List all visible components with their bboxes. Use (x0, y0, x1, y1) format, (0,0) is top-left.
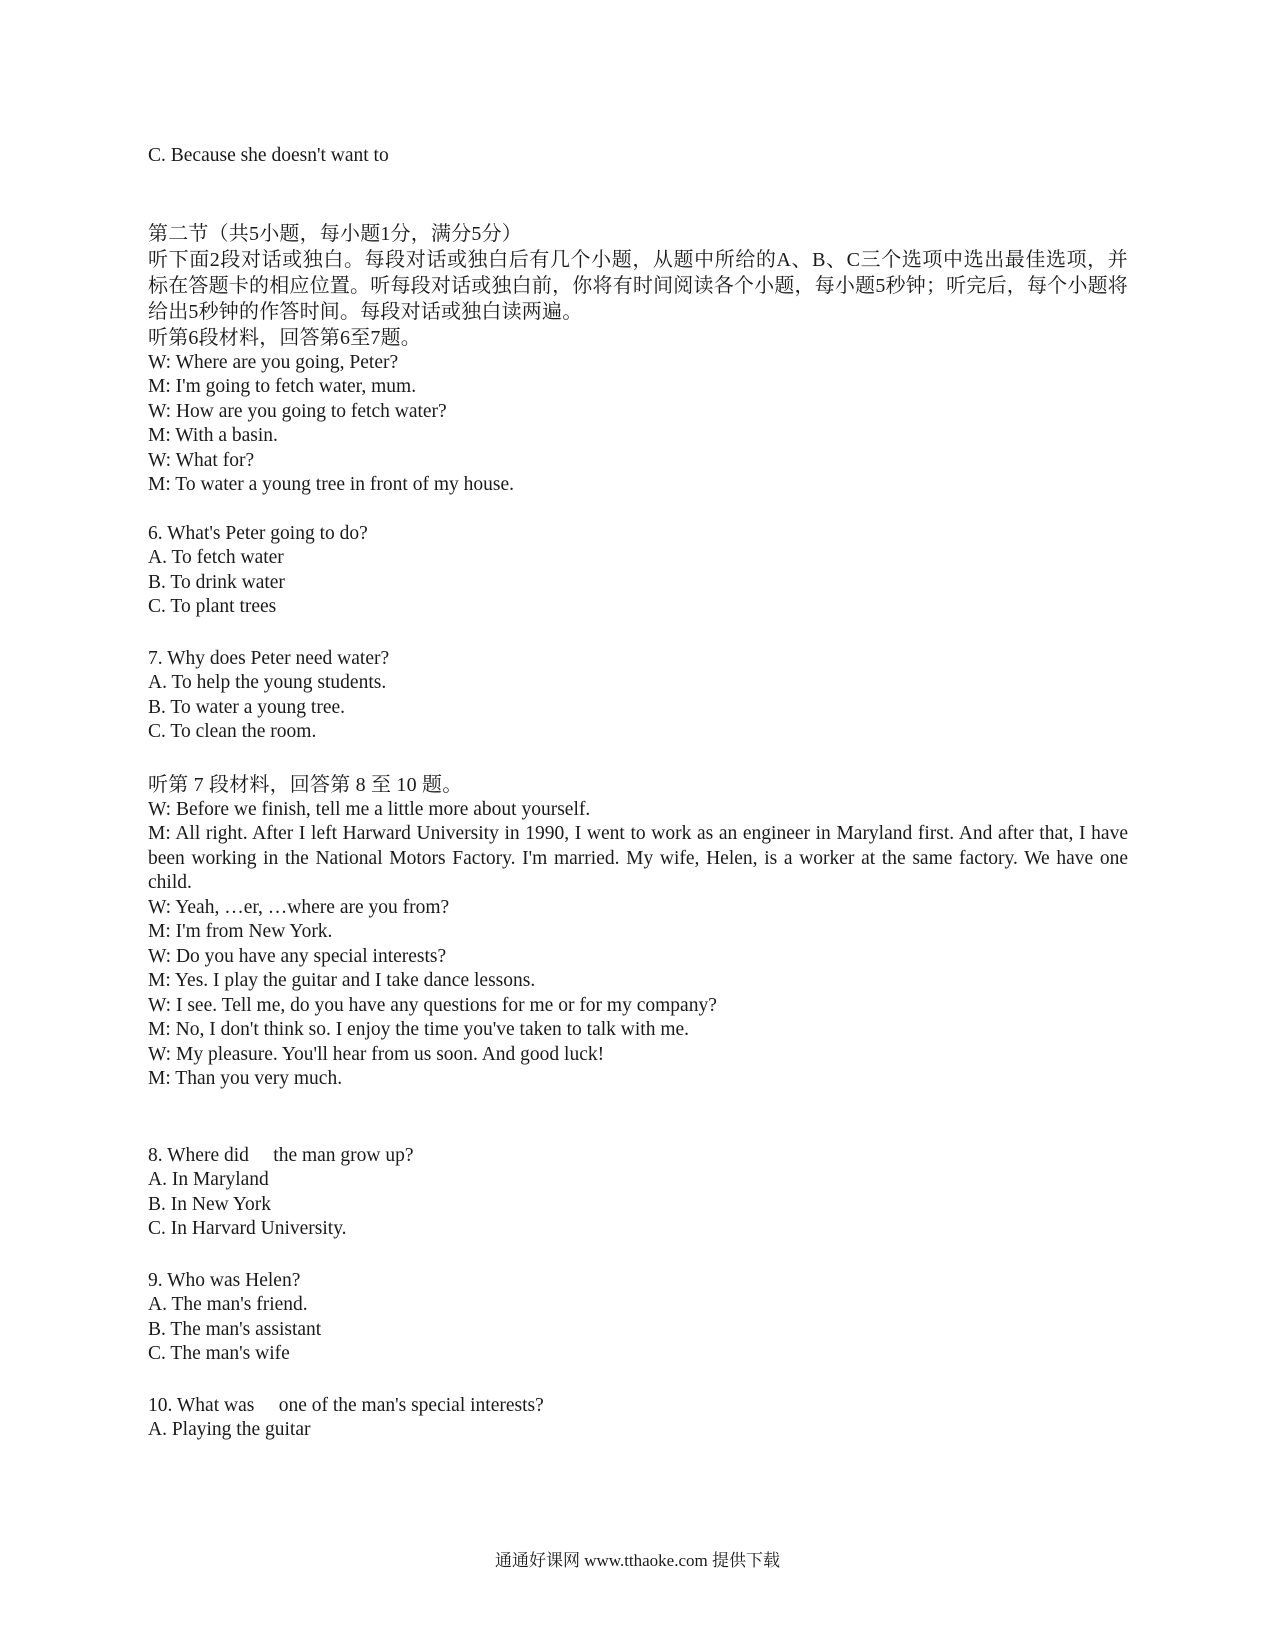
option-b: B. To drink water (148, 571, 285, 593)
dialogue-line: M: I'm from New York. (148, 921, 333, 942)
document-page (148, 144, 1133, 1443)
material-6-dialogue (148, 351, 1128, 498)
dialogue-line: M: No, I don't think so. I enjoy the time you've taken to talk with me. (148, 1019, 690, 1040)
option-c: C. To plant trees (148, 596, 277, 617)
option-c: C. The man's wife (148, 1343, 290, 1364)
question-10 (148, 1394, 1128, 1443)
page-footer: 通通好课网 www.tthaoke.com 提供下载 (494, 1551, 781, 1570)
option-b: B. The man's assistant (148, 1318, 322, 1340)
option-a: A. To fetch water (148, 547, 284, 568)
option-a: A. To help the young students. (148, 672, 387, 693)
dialogue-line: W: I see. Tell me, do you have any questions for me or for my company? (148, 994, 717, 1016)
question-text: 8. Where did the man grow up? (148, 1144, 414, 1166)
dialogue-line: W: How are you going to fetch water? (148, 400, 447, 422)
dialogue-line: M: Than you very much. (148, 1068, 343, 1089)
question-6 (148, 522, 1128, 620)
dialogue-line: W: Yeah, …er, …where are you from? (148, 896, 450, 918)
section-instructions: 听下面2段对话或独白。每段对话或独白后有几个小题，从题中所给的A、B、C三个选项中选出最佳选项，并标在答题卡的相应位置。听每段对话或独白前，你将有时间阅读各个小题，每小题5秒钟；听完后，每个小题将给出5秒钟的作答时间。每段对话或独白读两遍。 (148, 248, 1128, 323)
question-7 (148, 647, 1128, 745)
dialogue-line: W: What for? (148, 449, 255, 471)
question-text: 9. Who was Helen? (148, 1269, 301, 1291)
dialogue-line: W: Do you have any special interests? (148, 945, 447, 967)
dialogue-line: M: To water a young tree in front of my house. (148, 474, 514, 495)
question-text: 10. What was one of the man's special interests? (148, 1394, 544, 1416)
section-heading: 第二节（共5小题，每小题1分，满分5分） (148, 222, 522, 245)
option-a: A. Playing the guitar (148, 1419, 311, 1440)
dialogue-line: M: Yes. I play the guitar and I take dance lessons. (148, 970, 536, 991)
question-text: 7. Why does Peter need water? (148, 647, 390, 669)
dialogue-line: M: With a basin. (148, 425, 278, 446)
question-text: 6. What's Peter going to do? (148, 522, 368, 544)
option-a: A. In Maryland (148, 1169, 269, 1190)
option-c: C. To clean the room. (148, 721, 317, 742)
dialogue-line: W: Where are you going, Peter? (148, 351, 399, 373)
material-6-intro: 听第6段材料，回答第6至7题。 (148, 326, 421, 349)
option-a: A. The man's friend. (148, 1294, 308, 1315)
previous-option-c: C. Because she doesn't want to (148, 145, 389, 166)
question-8 (148, 1144, 1128, 1242)
dialogue-paragraph: M: All right. After I left Harward University in 1990, I went to work as an engineer in Maryland first. And after that, I have been working in the National Motors Factory. I'm married. My wife, Helen, is a worker at the same factory. We have one child. (148, 823, 1133, 893)
dialogue-line: W: Before we finish, tell me a little more about yourself. (148, 798, 591, 820)
material-7-dialogue (148, 798, 1133, 1092)
option-b: B. To water a young tree. (148, 696, 346, 718)
option-b: B. In New York (148, 1193, 271, 1215)
dialogue-line: W: My pleasure. You'll hear from us soon. And good luck! (148, 1043, 605, 1065)
option-c: C. In Harvard University. (148, 1218, 347, 1239)
question-9 (148, 1269, 1128, 1367)
material-7-intro: 听第 7 段材料，回答第 8 至 10 题。 (148, 773, 463, 796)
dialogue-line: M: I'm going to fetch water, mum. (148, 376, 417, 397)
